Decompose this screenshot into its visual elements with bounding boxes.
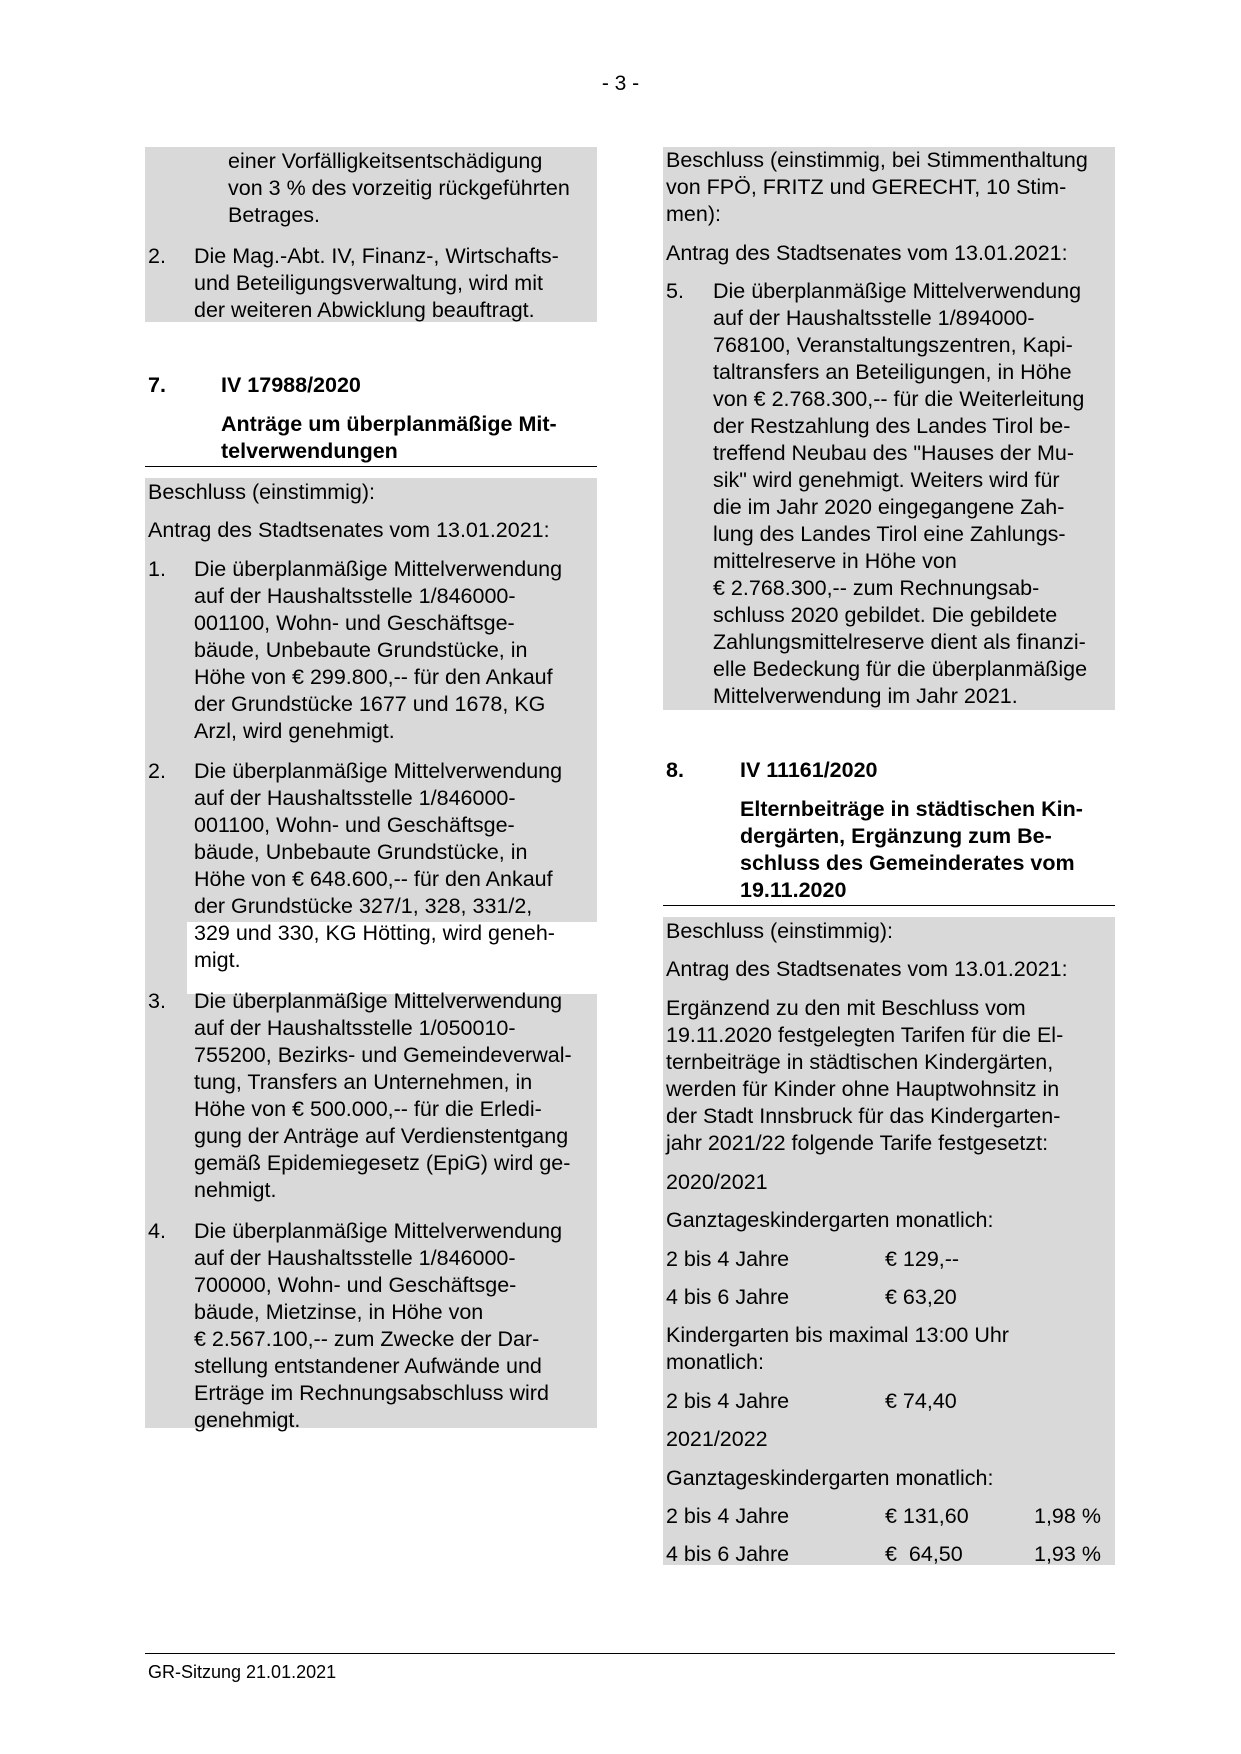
tariff-heading: Kindergarten bis maximal 13:00 Uhr bbox=[666, 1323, 1009, 1347]
section-title: telverwendungen bbox=[221, 439, 398, 463]
section-number: 8. bbox=[666, 758, 684, 782]
beschluss-text: Beschluss (einstimmig): bbox=[148, 480, 375, 504]
tariff-age: 4 bis 6 Jahre bbox=[666, 1285, 790, 1309]
item-line: migt. bbox=[194, 948, 241, 972]
item-line: 001100, Wohn- und Geschäftsge- bbox=[194, 813, 515, 837]
beschluss-text: von FPÖ, FRITZ und GERECHT, 10 Stim- bbox=[666, 175, 1067, 199]
item-line: stellung entstandener Aufwände und bbox=[194, 1354, 542, 1378]
item-line: 768100, Veranstaltungszentren, Kapi- bbox=[713, 333, 1073, 357]
section-title: dergärten, Ergänzung zum Be- bbox=[740, 824, 1052, 848]
item-line: sik" wird genehmigt. Weiters wird für bbox=[713, 468, 1060, 492]
beschluss-text: Beschluss (einstimmig): bbox=[666, 919, 893, 943]
item-line: 001100, Wohn- und Geschäftsge- bbox=[194, 611, 515, 635]
item-line: € 2.768.300,-- zum Rechnungsab- bbox=[713, 576, 1040, 600]
beschluss-text: men): bbox=[666, 202, 721, 226]
item-line: nehmigt. bbox=[194, 1178, 277, 1202]
item-line: schluss 2020 gebildet. Die gebildete bbox=[713, 603, 1058, 627]
item-line: genehmigt. bbox=[194, 1408, 301, 1432]
item-line: mittelreserve in Höhe von bbox=[713, 549, 957, 573]
cont-line: einer Vorfälligkeitsentschädigung bbox=[228, 149, 543, 173]
item-line: der Restzahlung des Landes Tirol be- bbox=[713, 414, 1071, 438]
item-line: bäude, Mietzinse, in Höhe von bbox=[194, 1300, 484, 1324]
item-line: auf der Haushaltsstelle 1/846000- bbox=[194, 786, 516, 810]
section-title: schluss des Gemeinderates vom bbox=[740, 851, 1075, 875]
item-line: auf der Haushaltsstelle 1/050010- bbox=[194, 1016, 516, 1040]
section-divider bbox=[663, 905, 1115, 906]
antrag-text: Antrag des Stadtsenates vom 13.01.2021: bbox=[666, 957, 1068, 981]
section-id: IV 17988/2020 bbox=[221, 373, 361, 397]
item-number: 5. bbox=[666, 279, 684, 303]
tariff-heading: monatlich: bbox=[666, 1350, 764, 1374]
item-line: 329 und 330, KG Hötting, wird geneh- bbox=[194, 921, 555, 945]
para-line: werden für Kinder ohne Hauptwohnsitz in bbox=[666, 1077, 1060, 1101]
item-line: Die überplanmäßige Mittelverwendung bbox=[713, 279, 1082, 303]
item-line: Zahlungsmittelreserve dient als finanzi- bbox=[713, 630, 1086, 654]
item-line: Höhe von € 299.800,-- für den Ankauf bbox=[194, 665, 553, 689]
item-line: und Beteiligungsverwaltung, wird mit bbox=[194, 271, 543, 295]
item-line: Mittelverwendung im Jahr 2021. bbox=[713, 684, 1018, 708]
para-line: ternbeiträge in städtischen Kindergärten, bbox=[666, 1050, 1054, 1074]
left-block-3-bg bbox=[145, 922, 187, 994]
item-line: Die überplanmäßige Mittelverwendung bbox=[194, 557, 563, 581]
section-number: 7. bbox=[148, 373, 166, 397]
antrag-text: Antrag des Stadtsenates vom 13.01.2021: bbox=[148, 518, 550, 542]
page-number: - 3 - bbox=[601, 72, 640, 95]
item-line: Erträge im Rechnungsabschluss wird bbox=[194, 1381, 549, 1405]
year-label: 2020/2021 bbox=[666, 1170, 768, 1194]
section-title: Elternbeiträge in städtischen Kin- bbox=[740, 797, 1083, 821]
item-number: 4. bbox=[148, 1219, 166, 1243]
footer-rule bbox=[145, 1653, 1115, 1654]
tariff-amount: € 64,50 bbox=[885, 1542, 963, 1566]
item-line: tung, Transfers an Unternehmen, in bbox=[194, 1070, 533, 1094]
tariff-age: 2 bis 4 Jahre bbox=[666, 1389, 790, 1413]
item-line: auf der Haushaltsstelle 1/846000- bbox=[194, 1246, 516, 1270]
cont-line: Betrages. bbox=[228, 203, 321, 227]
item-number: 2. bbox=[148, 244, 166, 268]
tariff-amount: € 74,40 bbox=[885, 1389, 957, 1413]
item-line: von € 2.768.300,-- für die Weiterleitung bbox=[713, 387, 1085, 411]
item-line: der Grundstücke 327/1, 328, 331/2, bbox=[194, 894, 533, 918]
tariff-amount: € 131,60 bbox=[885, 1504, 969, 1528]
item-line: auf der Haushaltsstelle 1/846000- bbox=[194, 584, 516, 608]
item-line: lung des Landes Tirol eine Zahlungs- bbox=[713, 522, 1066, 546]
para-line: der Stadt Innsbruck für das Kindergarten- bbox=[666, 1104, 1061, 1128]
item-line: Die überplanmäßige Mittelverwendung bbox=[194, 1219, 563, 1243]
para-line: jahr 2021/22 folgende Tarife festgesetzt: bbox=[666, 1131, 1049, 1155]
item-line: die im Jahr 2020 eingegangene Zah- bbox=[713, 495, 1065, 519]
item-line: taltransfers an Beteiligungen, in Höhe bbox=[713, 360, 1072, 384]
item-line: der Grundstücke 1677 und 1678, KG bbox=[194, 692, 546, 716]
item-line: gemäß Epidemiegesetz (EpiG) wird ge- bbox=[194, 1151, 571, 1175]
item-line: auf der Haushaltsstelle 1/894000- bbox=[713, 306, 1035, 330]
section-title: 19.11.2020 bbox=[740, 878, 847, 902]
tariff-age: 4 bis 6 Jahre bbox=[666, 1542, 790, 1566]
item-line: der weiteren Abwicklung beauftragt. bbox=[194, 298, 535, 322]
item-line: Höhe von € 648.600,-- für den Ankauf bbox=[194, 867, 553, 891]
item-line: bäude, Unbebaute Grundstücke, in bbox=[194, 840, 528, 864]
tariff-heading: Ganztageskindergarten monatlich: bbox=[666, 1466, 994, 1490]
item-line: gung der Anträge auf Verdienstentgang bbox=[194, 1124, 569, 1148]
antrag-text: Antrag des Stadtsenates vom 13.01.2021: bbox=[666, 241, 1068, 265]
item-line: elle Bedeckung für die überplanmäßige bbox=[713, 657, 1088, 681]
item-line: Höhe von € 500.000,-- für die Erledi- bbox=[194, 1097, 542, 1121]
tariff-amount: € 63,20 bbox=[885, 1285, 957, 1309]
item-line: 755200, Bezirks- und Gemeindeverwal- bbox=[194, 1043, 572, 1067]
item-number: 2. bbox=[148, 759, 166, 783]
item-line: Die Mag.-Abt. IV, Finanz-, Wirtschafts- bbox=[194, 244, 559, 268]
year-label: 2021/2022 bbox=[666, 1427, 768, 1451]
section-id: IV 11161/2020 bbox=[740, 758, 878, 782]
item-number: 1. bbox=[148, 557, 166, 581]
para-line: Ergänzend zu den mit Beschluss vom bbox=[666, 996, 1026, 1020]
item-line: Arzl, wird genehmigt. bbox=[194, 719, 395, 743]
item-line: treffend Neubau des "Hauses der Mu- bbox=[713, 441, 1074, 465]
tariff-age: 2 bis 4 Jahre bbox=[666, 1504, 790, 1528]
tariff-heading: Ganztageskindergarten monatlich: bbox=[666, 1208, 994, 1232]
item-line: Die überplanmäßige Mittelverwendung bbox=[194, 989, 563, 1013]
item-line: bäude, Unbebaute Grundstücke, in bbox=[194, 638, 528, 662]
beschluss-text: Beschluss (einstimmig, bei Stimmenthaltung bbox=[666, 148, 1088, 172]
tariff-age: 2 bis 4 Jahre bbox=[666, 1247, 790, 1271]
cont-line: von 3 % des vorzeitig rückgeführten bbox=[228, 176, 570, 200]
item-line: 700000, Wohn- und Geschäftsge- bbox=[194, 1273, 517, 1297]
section-title: Anträge um überplanmäßige Mit- bbox=[221, 412, 557, 436]
para-line: 19.11.2020 festgelegten Tarifen für die El- bbox=[666, 1023, 1064, 1047]
tariff-percent: 1,98 % bbox=[1034, 1504, 1101, 1528]
footer-text: GR-Sitzung 21.01.2021 bbox=[148, 1662, 337, 1682]
section-divider bbox=[145, 466, 597, 467]
item-number: 3. bbox=[148, 989, 166, 1013]
item-line: € 2.567.100,-- zum Zwecke der Dar- bbox=[194, 1327, 540, 1351]
tariff-percent: 1,93 % bbox=[1034, 1542, 1101, 1566]
item-line: Die überplanmäßige Mittelverwendung bbox=[194, 759, 563, 783]
tariff-amount: € 129,-- bbox=[885, 1247, 960, 1271]
